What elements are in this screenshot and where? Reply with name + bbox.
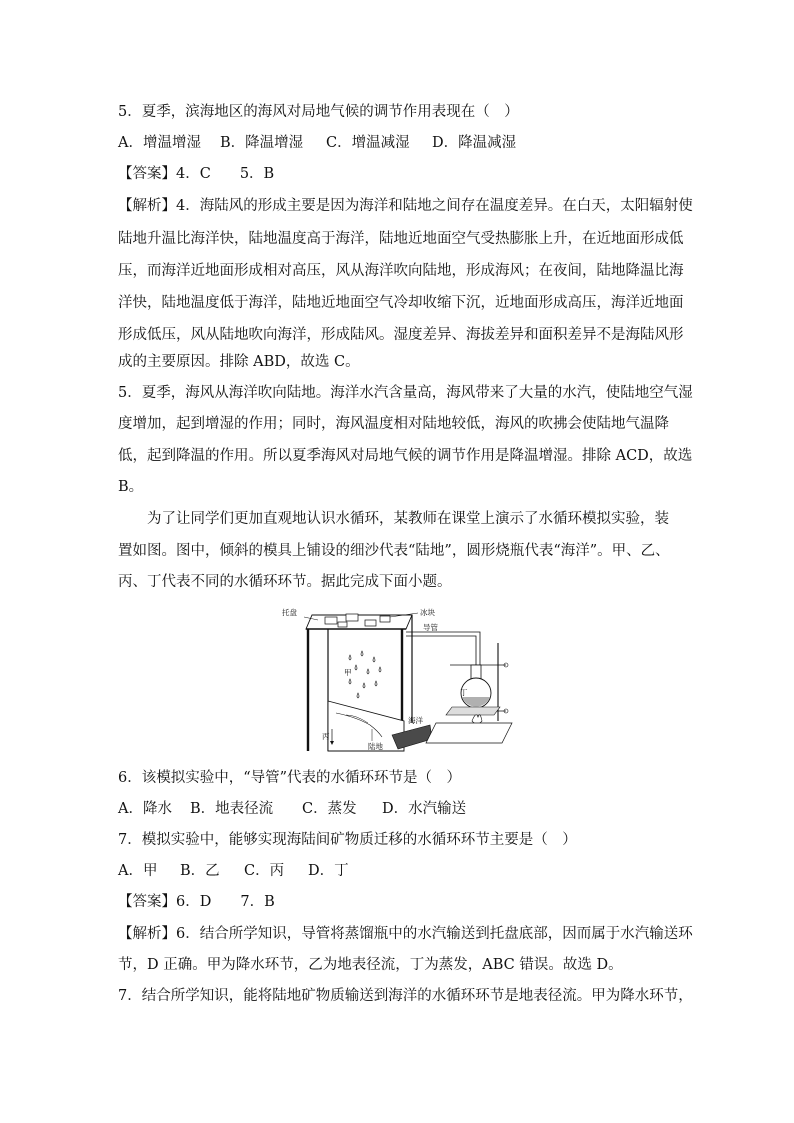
- q6-options: [118, 799, 466, 819]
- ice-block: [338, 622, 347, 627]
- analysis-line: 7．结合所学知识，能将陆地矿物质输送到海洋的水循环环节是地表径流。甲为降水环节，: [118, 988, 693, 1004]
- analysis-line: 5．夏季，海风从海洋吹向陆地。海洋水汽含量高，海风带来了大量的水汽，使陆地空气湿: [118, 385, 693, 401]
- tube: [406, 632, 480, 665]
- q5-option-d: D．降温减湿: [432, 135, 517, 151]
- wire-mesh: [446, 707, 500, 715]
- flame: [472, 715, 482, 724]
- analysis-line: 陆地升温比海洋快，陆地温度高于海洋，陆地近地面空气受热膨胀上升，在近地面形成低: [118, 231, 684, 247]
- q5-option-a: A．增温增湿: [118, 135, 201, 151]
- intro-line: 为了让同学们更加直观地认识水循环，某教师在课堂上演示了水循环模拟实验，装: [118, 511, 669, 527]
- land-mold: [328, 701, 404, 751]
- q5-option-c: C．增温减湿: [326, 135, 410, 151]
- q7-option-d: D．丁: [308, 863, 349, 879]
- ice-block: [346, 614, 358, 621]
- label-jia: 甲: [344, 668, 352, 677]
- intro-line: 置如图。图中，倾斜的模具上铺设的细沙代表“陆地”，圆形烧瓶代表“海洋”。甲、乙、: [118, 543, 670, 559]
- ice-block: [365, 620, 376, 626]
- q7-option-c: C．丙: [244, 863, 285, 879]
- ice-block: [380, 616, 390, 622]
- analysis-line: B。: [118, 479, 144, 495]
- label-ocean: 海洋: [408, 716, 423, 725]
- water-cycle-experiment-figure: [280, 603, 530, 753]
- q5-option-b: B．降温增湿: [220, 135, 304, 151]
- q6-option-b: B．地表径流: [190, 801, 274, 817]
- q7-options: [118, 861, 349, 881]
- label-tube: 导管: [423, 623, 438, 632]
- analysis-line: 度增加，起到增湿的作用；同时，海风温度相对陆地较低，海风的吹拂会使陆地气温降: [118, 416, 669, 432]
- raindrops: [349, 651, 381, 698]
- analysis-line: 形成低压，风从陆地吹向海洋，形成陆风。湿度差异、海拔差异和面积差异不是海陆风形: [118, 327, 684, 343]
- answer-line-2: 【答案】6．D 7．B: [118, 894, 275, 910]
- label-ice: 冰块: [420, 608, 435, 617]
- base-plate: [426, 723, 512, 743]
- analysis-line: 节，D 正确。甲为降水环节，乙为地表径流，丁为蒸发，ABC 错误。故选 D。: [118, 957, 623, 973]
- analysis-line: 洋快，陆地温度低于海洋，陆地近地面空气冷却收缩下沉，近地面形成高压，海洋近地面: [118, 295, 684, 311]
- analysis-line: 成的主要原因。排除 ABD，故选 C。: [118, 354, 360, 370]
- q6-option-c: C．蒸发: [302, 801, 357, 817]
- label-bing: 丙: [322, 732, 330, 741]
- q6-stem: 6．该模拟实验中，“导管”代表的水循环环节是（ ）: [118, 770, 462, 786]
- analysis-line: 【解析】4．海陆风的形成主要是因为海洋和陆地之间存在温度差异。在白天，太阳辐射使: [118, 198, 693, 214]
- analysis-line: 压，而海洋近地面形成相对高压，风从海洋吹向陆地，形成海风；在夜间，陆地降温比海: [118, 263, 684, 279]
- q6-option-d: D．水汽输送: [382, 801, 467, 817]
- q7-option-a: A．甲: [118, 863, 158, 879]
- analysis-line: 【解析】6．结合所学知识，导管将蒸馏瓶中的水汽输送到托盘底部，因而属于水汽输送环: [118, 926, 693, 942]
- answer-line-1: 【答案】4．C 5．B: [118, 166, 275, 182]
- ice-block: [325, 617, 337, 624]
- label-land: 陆地: [368, 742, 383, 751]
- tray-board: [306, 615, 412, 629]
- q7-stem: 7．模拟实验中，能够实现海陆间矿物质迁移的水循环环节主要是（ ）: [118, 832, 577, 848]
- analysis-line: 低，起到降温的作用。所以夏季海风对局地气候的调节作用是降温增湿。排除 ACD，故选: [118, 448, 693, 464]
- q6-option-a: A．降水: [118, 801, 172, 817]
- label-ding: 丁: [460, 688, 468, 697]
- q5-stem: 5．夏季，滨海地区的海风对局地气候的调节作用表现在（ ）: [118, 104, 519, 120]
- q7-option-b: B．乙: [180, 863, 220, 879]
- label-tray: 托盘: [282, 608, 297, 617]
- intro-line: 丙、丁代表不同的水循环环节。据此完成下面小题。: [118, 574, 452, 590]
- q5-options: [118, 133, 516, 153]
- flask-neck: [471, 665, 481, 679]
